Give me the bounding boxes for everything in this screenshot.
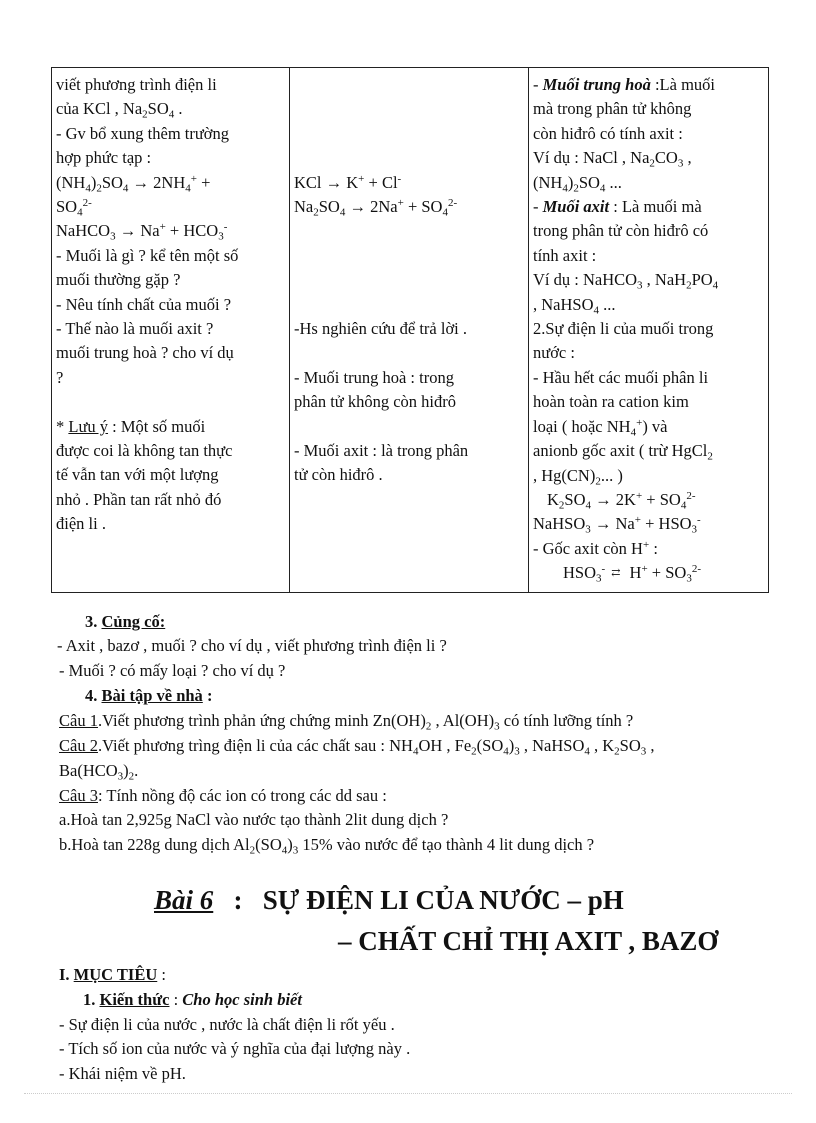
page-divider [24,1093,792,1094]
text-line: tính axit : [533,245,597,265]
lesson-table [51,67,769,593]
student-activity-column [290,68,529,593]
equation: $Na_2SO_4 \to 2Na^+ + SO_4^{2-}$ [294,196,458,219]
text-line: - Hầu hết các muối phân li [533,367,709,387]
lesson-title-line-2: – CHẤT CHỈ THỊ AXIT , BAZƠ [338,926,719,956]
text-line: Ví dụ : NaCl , $Na_2CO_3$ , [533,148,692,170]
text-line: nhỏ . Phần tan rất nhỏ đó [56,489,222,509]
note-line: * Lưu ý : Một số muối [56,416,206,436]
text-line: -Hs nghiên cứu để trả lời . [294,318,468,338]
consolidation-heading: 3. Củng cố: [85,612,166,631]
text-line: tử còn hiđrô . [294,465,383,485]
text-line: - Gv bổ xung thêm trường [56,123,230,143]
text-line: nước : [533,343,575,363]
text-line: - Muối trung hoà :Là muối [533,75,715,94]
question-1: Câu 1.Viết phương trình phản ứng chứng minh $Zn(OH)_2$ , $Al(OH)_3$ có tính lưỡng tính ? [59,711,634,733]
text-line: Ví dụ : NaHCO$_3$ , $NaH_2PO_4$ [533,270,719,292]
text-line: điện li . [56,514,106,534]
question-3a: a.Hoà tan 2,925g NaCl vào nước tạo thành 2lit dung dịch ? [59,810,449,829]
question-3: Câu 3: Tính nồng độ các ion có trong các dd sau : [59,786,387,805]
text-line: muối thường gặp ? [56,270,181,290]
text-line: được coi là không tan thực [56,441,233,461]
text-line: hợp phức tạp : [56,148,152,168]
text-line: phân tử không còn hiđrô [294,392,457,412]
text-line: - Muối trung hoà : trong [294,367,454,387]
text-line: viết phương trình điện li [56,75,217,94]
text-line: tế vẫn tan với một lượng [56,465,219,485]
text-line: , NaHSO$_4$ ... [533,294,616,316]
text-line: - Nêu tính chất của muối ? [56,294,232,314]
lesson-title: Bài 6 : SỰ ĐIỆN LI CỦA NƯỚC – pH [154,885,624,915]
text-line: - Tích số ion của nước và ý nghĩa của đại lượng này . [59,1039,411,1058]
question-2: Câu 2.Viết phương trìng điện li của các chất sau : $NH_4OH$ , $Fe_2(SO_4)_3$ , NaHSO$_4$ , $K_2SO_3$ , [59,736,655,758]
text-line: mà trong phân tử không [533,99,692,119]
text-line: của KCl , $Na_2SO_4$ . [56,99,183,121]
equation: $(NH_4)_2SO_4 \to 2NH_4^+$ + [56,172,211,194]
equation: $K_2SO_4 \to 2K^+ + SO_4^{2-}$ [547,489,696,512]
text-line: còn hiđrô có tính axit : [533,123,683,143]
equation: $HSO_3^-$ ⇄ $H^+ + SO_3^{2-}$ [563,563,701,585]
text-line: - Axit , bazơ , muối ? cho ví dụ , viết phương trình điện li ? [57,636,447,655]
text-line: anionb gốc axit ( trừ HgCl$_2$ [533,441,713,463]
equation: NaHSO$_3$ → $Na^+ + HSO_3^-$ [533,514,701,536]
text-line: trong phân tử còn hiđrô có [533,221,709,241]
equation: KCl → K+ + Cl- [294,172,402,192]
text-line: - Muối axit : là trong phân [294,440,469,460]
homework-heading: 4. Bài tập về nhà : [85,686,213,705]
text-line: loại ( hoặc $NH_4^+$) và [533,416,668,438]
text-line: muối trung hoà ? cho ví dụ [56,343,234,363]
text-line: - Muối là gì ? kể tên một số [56,245,239,265]
text-line: - Sự điện li của nước , nước là chất điện li rốt yếu . [59,1015,395,1034]
text-line: , $Hg(CN)_2$... ) [533,465,623,487]
text-line: ? [56,367,64,387]
knowledge-subheading: 1. Kiến thức : Cho học sinh biết [83,990,302,1009]
question-2-continued: $Ba(HCO_3)_2$. [59,761,139,783]
text-line: $(NH_4)_2SO_4$ ... [533,172,622,194]
equation: $SO_4^{2-}$ [56,196,92,219]
text-line: - Gốc axit còn H+ : [533,538,658,558]
text-line: - Muối axit : Là muối mà [533,197,702,217]
equilibrium-arrow-icon: ⇄ [611,567,620,580]
text-line: hoàn toàn ra cation kim [533,392,689,412]
content-column [529,68,769,593]
question-3b: b.Hoà tan 228g dung dịch $Al_2(SO_4)_3$ 15% vào nước để tạo thành 4 lit dung dịch ? [59,835,595,857]
text-line: - Thế nào là muối axit ? [56,319,214,339]
text-line: - Khái niệm về pH. [59,1064,186,1083]
equation: NaHCO$_3$ → $Na^+ + HCO_3^-$ [56,221,228,243]
text-line: - Muối ? có mấy loại ? cho ví dụ ? [59,661,286,680]
teacher-activity-column [52,68,290,593]
text-line: 2.Sự điện li của muối trong [533,319,714,339]
objectives-heading: I. MỤC TIÊU : [59,965,166,984]
